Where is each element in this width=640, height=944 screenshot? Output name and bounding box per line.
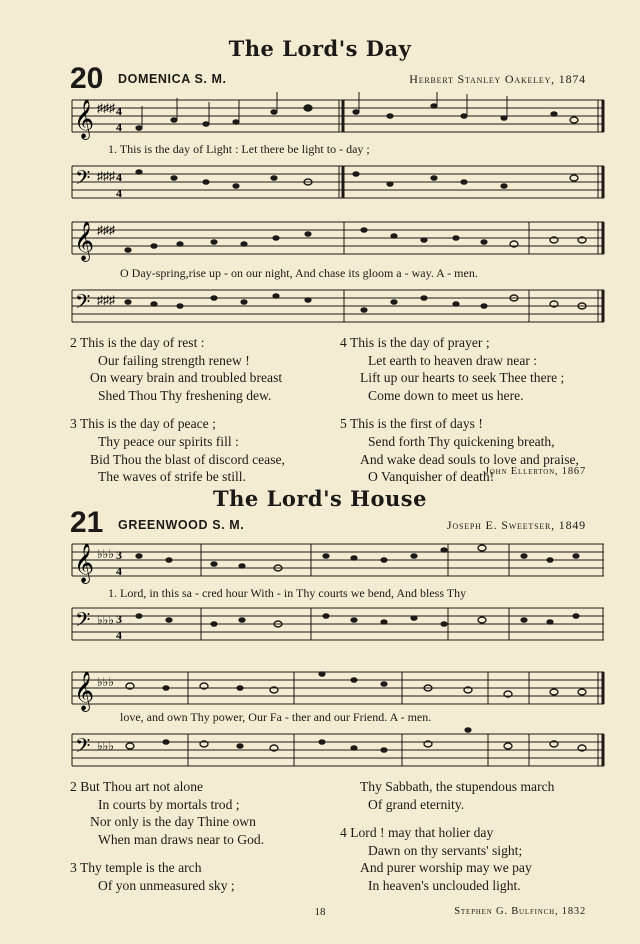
svg-text:♭♭♭: ♭♭♭ (97, 547, 114, 561)
svg-text:♯♯♯: ♯♯♯ (97, 223, 115, 237)
verse-line: 3 Thy temple is the arch (70, 860, 202, 876)
svg-text:𝄢: 𝄢 (75, 290, 91, 318)
svg-text:♭♭♭: ♭♭♭ (97, 739, 114, 753)
verses-21-left (70, 778, 264, 895)
staff-bass-20b (64, 282, 609, 330)
section-title-lords-day: The Lord's Day (228, 36, 412, 61)
verse-line: Nor only is the day Thine own (90, 814, 256, 830)
verse-line: Of grand eternity. (368, 796, 465, 812)
verse-line: Dawn on thy servants' sight; (368, 842, 523, 858)
verse-line: 2 This is the day of rest : (70, 335, 205, 350)
page-number: 18 (314, 906, 326, 918)
verse-line: Bid Thou the blast of discord cease, (90, 451, 285, 467)
staff-treble-20a (64, 92, 609, 142)
svg-text:𝄞: 𝄞 (74, 99, 95, 139)
verse-line: In heaven's unclouded light. (368, 877, 521, 893)
lyrics-20-line2: O Day-spring,rise up - on our night, And chase its gloom a - way. A - men. (120, 266, 478, 280)
verse-line: 2 But Thou art not alone (70, 779, 204, 794)
composer-oakeley: Herbert Stanley Oakeley, 1874 (409, 72, 586, 86)
section-title-lords-house: The Lord's House (213, 486, 427, 511)
staff-treble-21a (64, 536, 609, 586)
svg-text:4: 4 (116, 186, 122, 200)
verse-line: 4 Lord ! may that holier day (340, 825, 494, 841)
verse-line: In courts by mortals trod ; (98, 796, 240, 812)
author-bulfinch: Stephen G. Bulfinch, 1832 (454, 906, 586, 917)
verse-line: Our failing strength renew ! (98, 352, 250, 368)
verse-line: 4 This is the day of prayer ; (340, 335, 490, 350)
staff-bass-20a (64, 158, 609, 206)
verse-line: Come down to meet us here. (368, 387, 524, 403)
author-ellerton: John Ellerton, 1867 (484, 466, 586, 477)
svg-text:𝄞: 𝄞 (74, 221, 95, 261)
svg-text:4: 4 (116, 628, 122, 642)
svg-text:𝄢: 𝄢 (75, 734, 91, 762)
staff-treble-20b (64, 214, 609, 264)
svg-text:3: 3 (116, 612, 122, 626)
verse-line: Lift up our hearts to seek Thee there ; (360, 370, 565, 386)
verse-line: Thy peace our spirits fill : (98, 433, 239, 449)
hymn-number-20: 20 (70, 62, 104, 95)
tune-name-domenica: DOMENICA S. M. (118, 72, 227, 86)
verse-line: O Vanquisher of death! (368, 469, 495, 485)
svg-text:4: 4 (116, 170, 122, 184)
svg-text:♭♭♭: ♭♭♭ (97, 613, 114, 627)
verse-line: And purer worship may we pay (360, 860, 532, 876)
staff-treble-21b (64, 664, 609, 714)
svg-text:♯♯♯: ♯♯♯ (97, 169, 115, 183)
svg-text:4: 4 (116, 120, 122, 134)
verse-line: Shed Thou Thy freshening dew. (98, 387, 272, 403)
staff-bass-21b (64, 726, 609, 774)
hymn-number-21: 21 (70, 506, 104, 539)
svg-text:♯♯♯: ♯♯♯ (97, 293, 115, 307)
verse-line: 3 This is the day of peace ; (70, 416, 216, 432)
svg-text:𝄞: 𝄞 (74, 543, 95, 583)
svg-text:4: 4 (116, 564, 122, 578)
verses-20-right (340, 334, 579, 486)
composer-sweetser: Joseph E. Sweetser, 1849 (446, 518, 586, 532)
verse-line: Thy Sabbath, the stupendous march (360, 779, 555, 794)
verses-20-left (70, 334, 285, 486)
verse-line: Of yon unmeasured sky ; (98, 877, 235, 893)
verse-line: When man draws near to God. (98, 831, 265, 847)
staff-bass-21a (64, 600, 609, 648)
verse-line: On weary brain and troubled breast (90, 370, 283, 386)
svg-text:𝄢: 𝄢 (75, 608, 91, 636)
svg-text:4: 4 (116, 104, 122, 118)
verse-line: And wake dead souls to love and praise, (360, 451, 579, 467)
lyrics-21-line1: 1. Lord, in this sa - cred hour With - in Thy courts we bend, And bless Thy (108, 586, 467, 600)
tune-name-greenwood: GREENWOOD S. M. (118, 518, 245, 532)
verse-line: Send forth Thy quickening breath, (368, 433, 555, 449)
lyrics-21-line2: love, and own Thy power, Our Fa - ther and our Friend. A - men. (120, 710, 432, 724)
svg-text:♭♭♭: ♭♭♭ (97, 675, 114, 689)
verse-line: The waves of strife be still. (98, 469, 246, 485)
verse-line: 5 This is the first of days ! (340, 416, 483, 432)
svg-text:𝄢: 𝄢 (75, 166, 91, 194)
svg-text:♯♯♯: ♯♯♯ (97, 101, 115, 115)
verse-line: Let earth to heaven draw near : (368, 352, 538, 368)
verses-21-right (340, 778, 554, 895)
lyrics-20-line1: 1. This is the day of Light : Let there be light to - day ; (108, 142, 370, 156)
svg-text:𝄞: 𝄞 (74, 671, 95, 711)
svg-text:3: 3 (116, 548, 122, 562)
